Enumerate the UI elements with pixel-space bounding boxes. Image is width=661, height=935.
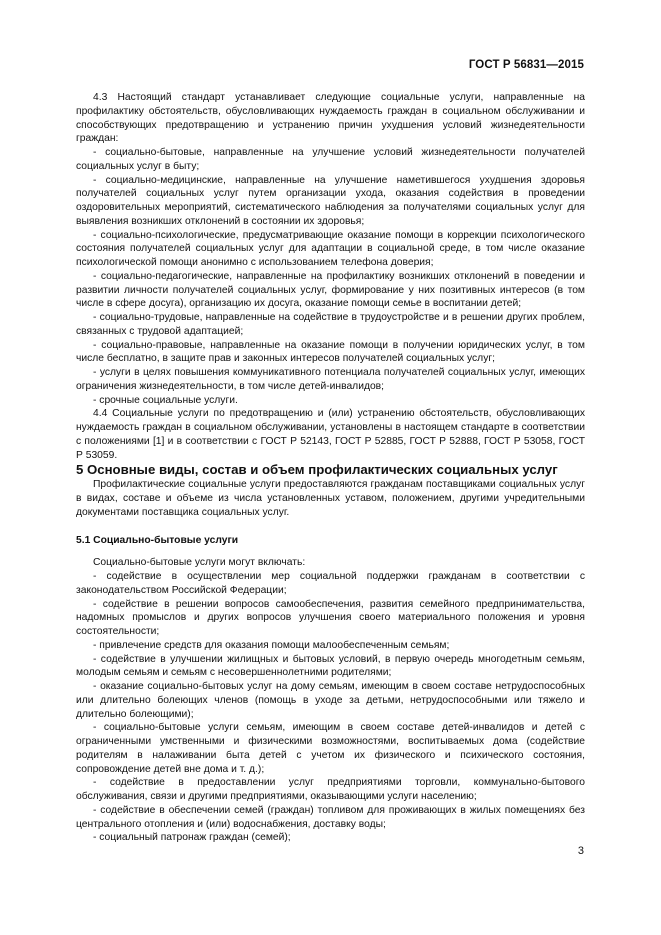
document-code: ГОСТ Р 56831—2015 xyxy=(468,59,584,71)
list-item: - содействие в осуществлении мер социальной поддержки гражданам в соответствии с законодательством Российской Федерации; xyxy=(76,571,585,596)
subsection-5-1-heading: 5.1 Социально-бытовые услуги xyxy=(76,534,239,546)
list-item: - содействие в предоставлении услуг предприятиями торговли, коммунально-бытового обслуживания, связи и другими предприятиями, оказывающими услуги населению; xyxy=(76,777,585,802)
list-item: - содействие в решении вопросов самообеспечения, развития семейного предпринимательства, надомных промыслов и других вопросов улучшения своего материального положения и уровня состоятельности; xyxy=(76,598,585,637)
paragraph-4-4: 4.4 Социальные услуги по предотвращению и (или) устранению обстоятельств, обусловливающих нуждаемость граждан в социальном обслуживании, установлены в настоящем стандарте в соответствии с положениями [1] и в соответствии с ГОСТ Р 52143, ГОСТ Р 52885, ГОСТ Р 52888, ГОСТ Р 53058, ГОСТ Р 53059. xyxy=(76,408,585,461)
page-content xyxy=(76,91,585,845)
page-number: 3 xyxy=(577,845,584,857)
section-5-heading: 5 Основные виды, состав и объем профилактических социальных услуг xyxy=(76,462,558,478)
list-item: - социально-бытовые, направленные на улучшение условий жизнедеятельности получателей социальных услуг в быту; xyxy=(76,147,585,172)
list-item: - услуги в целях повышения коммуникативного потенциала получателей социальных услуг, имеющих ограничения жизнедеятельности, в том числе детей-инвалидов; xyxy=(76,367,585,392)
list-item: - оказание социально-бытовых услуг на дому семьям, имеющим в своем составе нетрудоспособных или длительно болеющих членов (помощь в уходе за детьми, нетрудоспособными или тяжело и длительно болеющими); xyxy=(76,681,585,720)
list-item: - социально-трудовые, направленные на содействие в трудоустройстве и в решении других проблем, связанных с трудовой адаптацией; xyxy=(76,312,585,337)
list-item: - содействие в обеспечении семей (граждан) топливом для проживающих в жилых помещениях без центрального отопления и (или) водоснабжения, доставку воды; xyxy=(76,804,585,830)
section-5-intro: Профилактические социальные услуги предоставляются гражданам поставщиками социальных услуг в видах, составе и объеме из числа установленных уставом, положением, другими учредительными документами поставщика социальных услуг. xyxy=(76,479,585,518)
paragraph-4-3: 4.3 Настоящий стандарт устанавливает следующие социальные услуги, направленные на профилактику обстоятельств, обусловливающих нуждаемость граждан в социальном обслуживании и способствующих предотвращению и устранению причин ухудшения условий жизнедеятельности граждан: xyxy=(76,92,585,145)
list-item: - социальный патронаж граждан (семей); xyxy=(93,832,291,844)
list-item: - социально-бытовые услуги семьям, имеющим в своем составе детей-инвалидов и детей с ограниченными умственными и физическими возможностями, воспитываемых дома (содействие родителям в налаживании быта детей с учетом их физического и психического состояния, сопровождение детей вне дома и т. д.); xyxy=(76,722,585,775)
list-item: - привлечение средств для оказания помощи малообеспеченным семьям; xyxy=(93,639,450,651)
list-item: - социально-правовые, направленные на оказание помощи в получении юридических услуг, в том числе бесплатно, в защите прав и законных интересов получателей социальных услуг; xyxy=(76,339,585,365)
list-item: - содействие в улучшении жилищных и бытовых условий, в первую очередь многодетным семьям, молодым семьям и семьям с несовершеннолетними родителями; xyxy=(76,653,585,679)
subsection-5-1-lead: Социально-бытовые услуги могут включать: xyxy=(93,557,306,569)
list-item: - социально-педагогические, направленные на профилактику возникших отклонений в поведении и развитии личности получателей социальных услуг, формирование у них позитивных интересов (в том числе в сфере досуга), организацию их досуга, оказание помощи семье в воспитании детей; xyxy=(76,270,585,310)
list-item: - социально-медицинские, направленные на улучшение наметившегося ухудшения здоровья получателей социальных услуг путем организации ухода, оказания содействия в проведении оздоровительных мероприятий, систематического наблюдения за получателями социальных услуг для выявления возникших отклонений в состоянии их здоровья; xyxy=(76,174,585,227)
list-item: - социально-психологические, предусматривающие оказание помощи в коррекции психологического состояния получателей социальных услуг для адаптации в социальной среде, в том числе оказание психологической помощи анонимно с использованием телефона доверия; xyxy=(76,229,585,268)
list-item: - срочные социальные услуги. xyxy=(93,394,238,406)
